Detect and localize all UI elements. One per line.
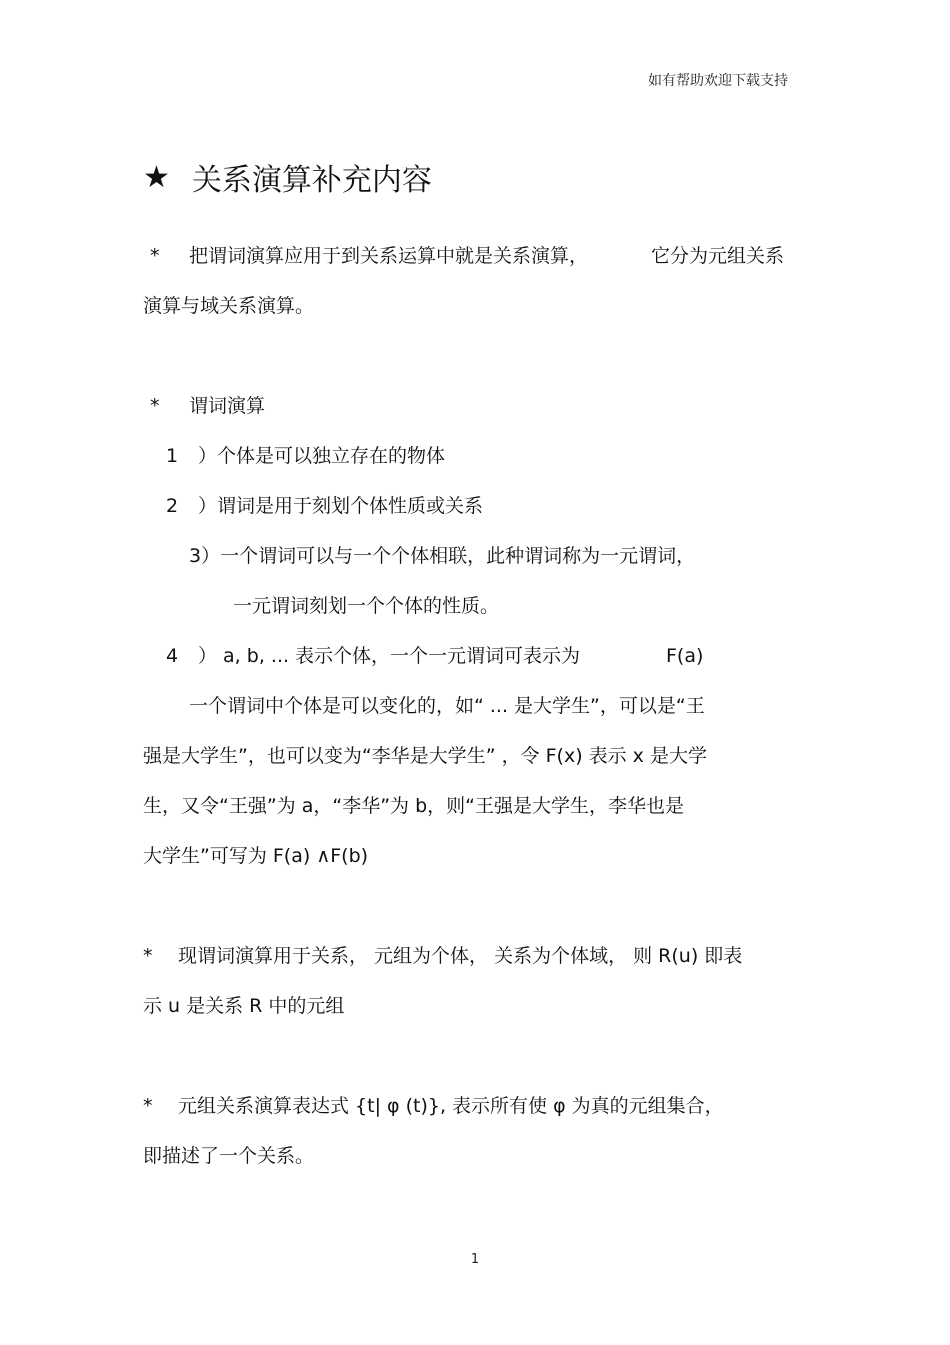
page-number: 1 <box>470 1252 480 1267</box>
paragraph-text: 演算与域关系演算。 <box>143 295 315 317</box>
title-text: 关系演算补充内容 <box>191 163 432 198</box>
paragraph-text: 示 u 是关系 R 中的元组 <box>143 995 345 1017</box>
paragraph-text: 现谓词演算用于关系， 元组为个体， 关系为个体域， 则 R(u) 即表 <box>178 945 743 967</box>
list-item-continuation: 一元谓词刻划一个个体的性质。 <box>233 595 500 617</box>
paragraph-text: 一个谓词中个体是可以变化的，如“ ... 是大学生”，可以是“王 <box>189 695 705 717</box>
list-item: ）个体是可以独立存在的物体 <box>198 445 446 467</box>
star-icon: ★ <box>143 159 170 195</box>
list-item: 3）一个谓词可以与一个个体相联，此种谓词称为一元谓词， <box>189 545 696 567</box>
section-heading: 谓词演算 <box>189 395 266 417</box>
list-item: ）谓词是用于刻划个体性质或关系 <box>198 495 484 517</box>
formula: F(a) <box>666 645 704 667</box>
paragraph-text: 把谓词演算应用于到关系运算中就是关系演算， <box>189 245 589 267</box>
bullet: * <box>143 1095 153 1117</box>
list-item-number: 2 <box>166 495 179 517</box>
paragraph-text: 元组关系演算表达式 {t| φ (t)}, 表示所有使 φ 为真的元组集合， <box>178 1095 724 1117</box>
paragraph-text: 即描述了一个关系。 <box>143 1145 315 1167</box>
paragraph-text: 生，又令“王强”为 a，“李华”为 b，则“王强是大学生，李华也是 <box>143 795 685 817</box>
paragraph-text: 强是大学生”，也可以变为“李华是大学生” ，令 F(x) 表示 x 是大学 <box>143 745 707 767</box>
bullet: * <box>143 945 153 967</box>
paragraph-text: 它分为元组关系 <box>651 245 785 267</box>
bullet: * <box>150 395 160 417</box>
list-item: ） a, b, ... 表示个体，一个一元谓词可表示为 <box>198 645 581 667</box>
bullet: * <box>150 245 160 267</box>
header-note: 如有帮助欢迎下载支持 <box>648 73 788 89</box>
page-title <box>143 155 432 199</box>
list-item-number: 4 <box>166 645 179 667</box>
paragraph-text: 大学生”可写为 F(a) ∧F(b) <box>143 845 369 867</box>
list-item-number: 1 <box>166 445 179 467</box>
